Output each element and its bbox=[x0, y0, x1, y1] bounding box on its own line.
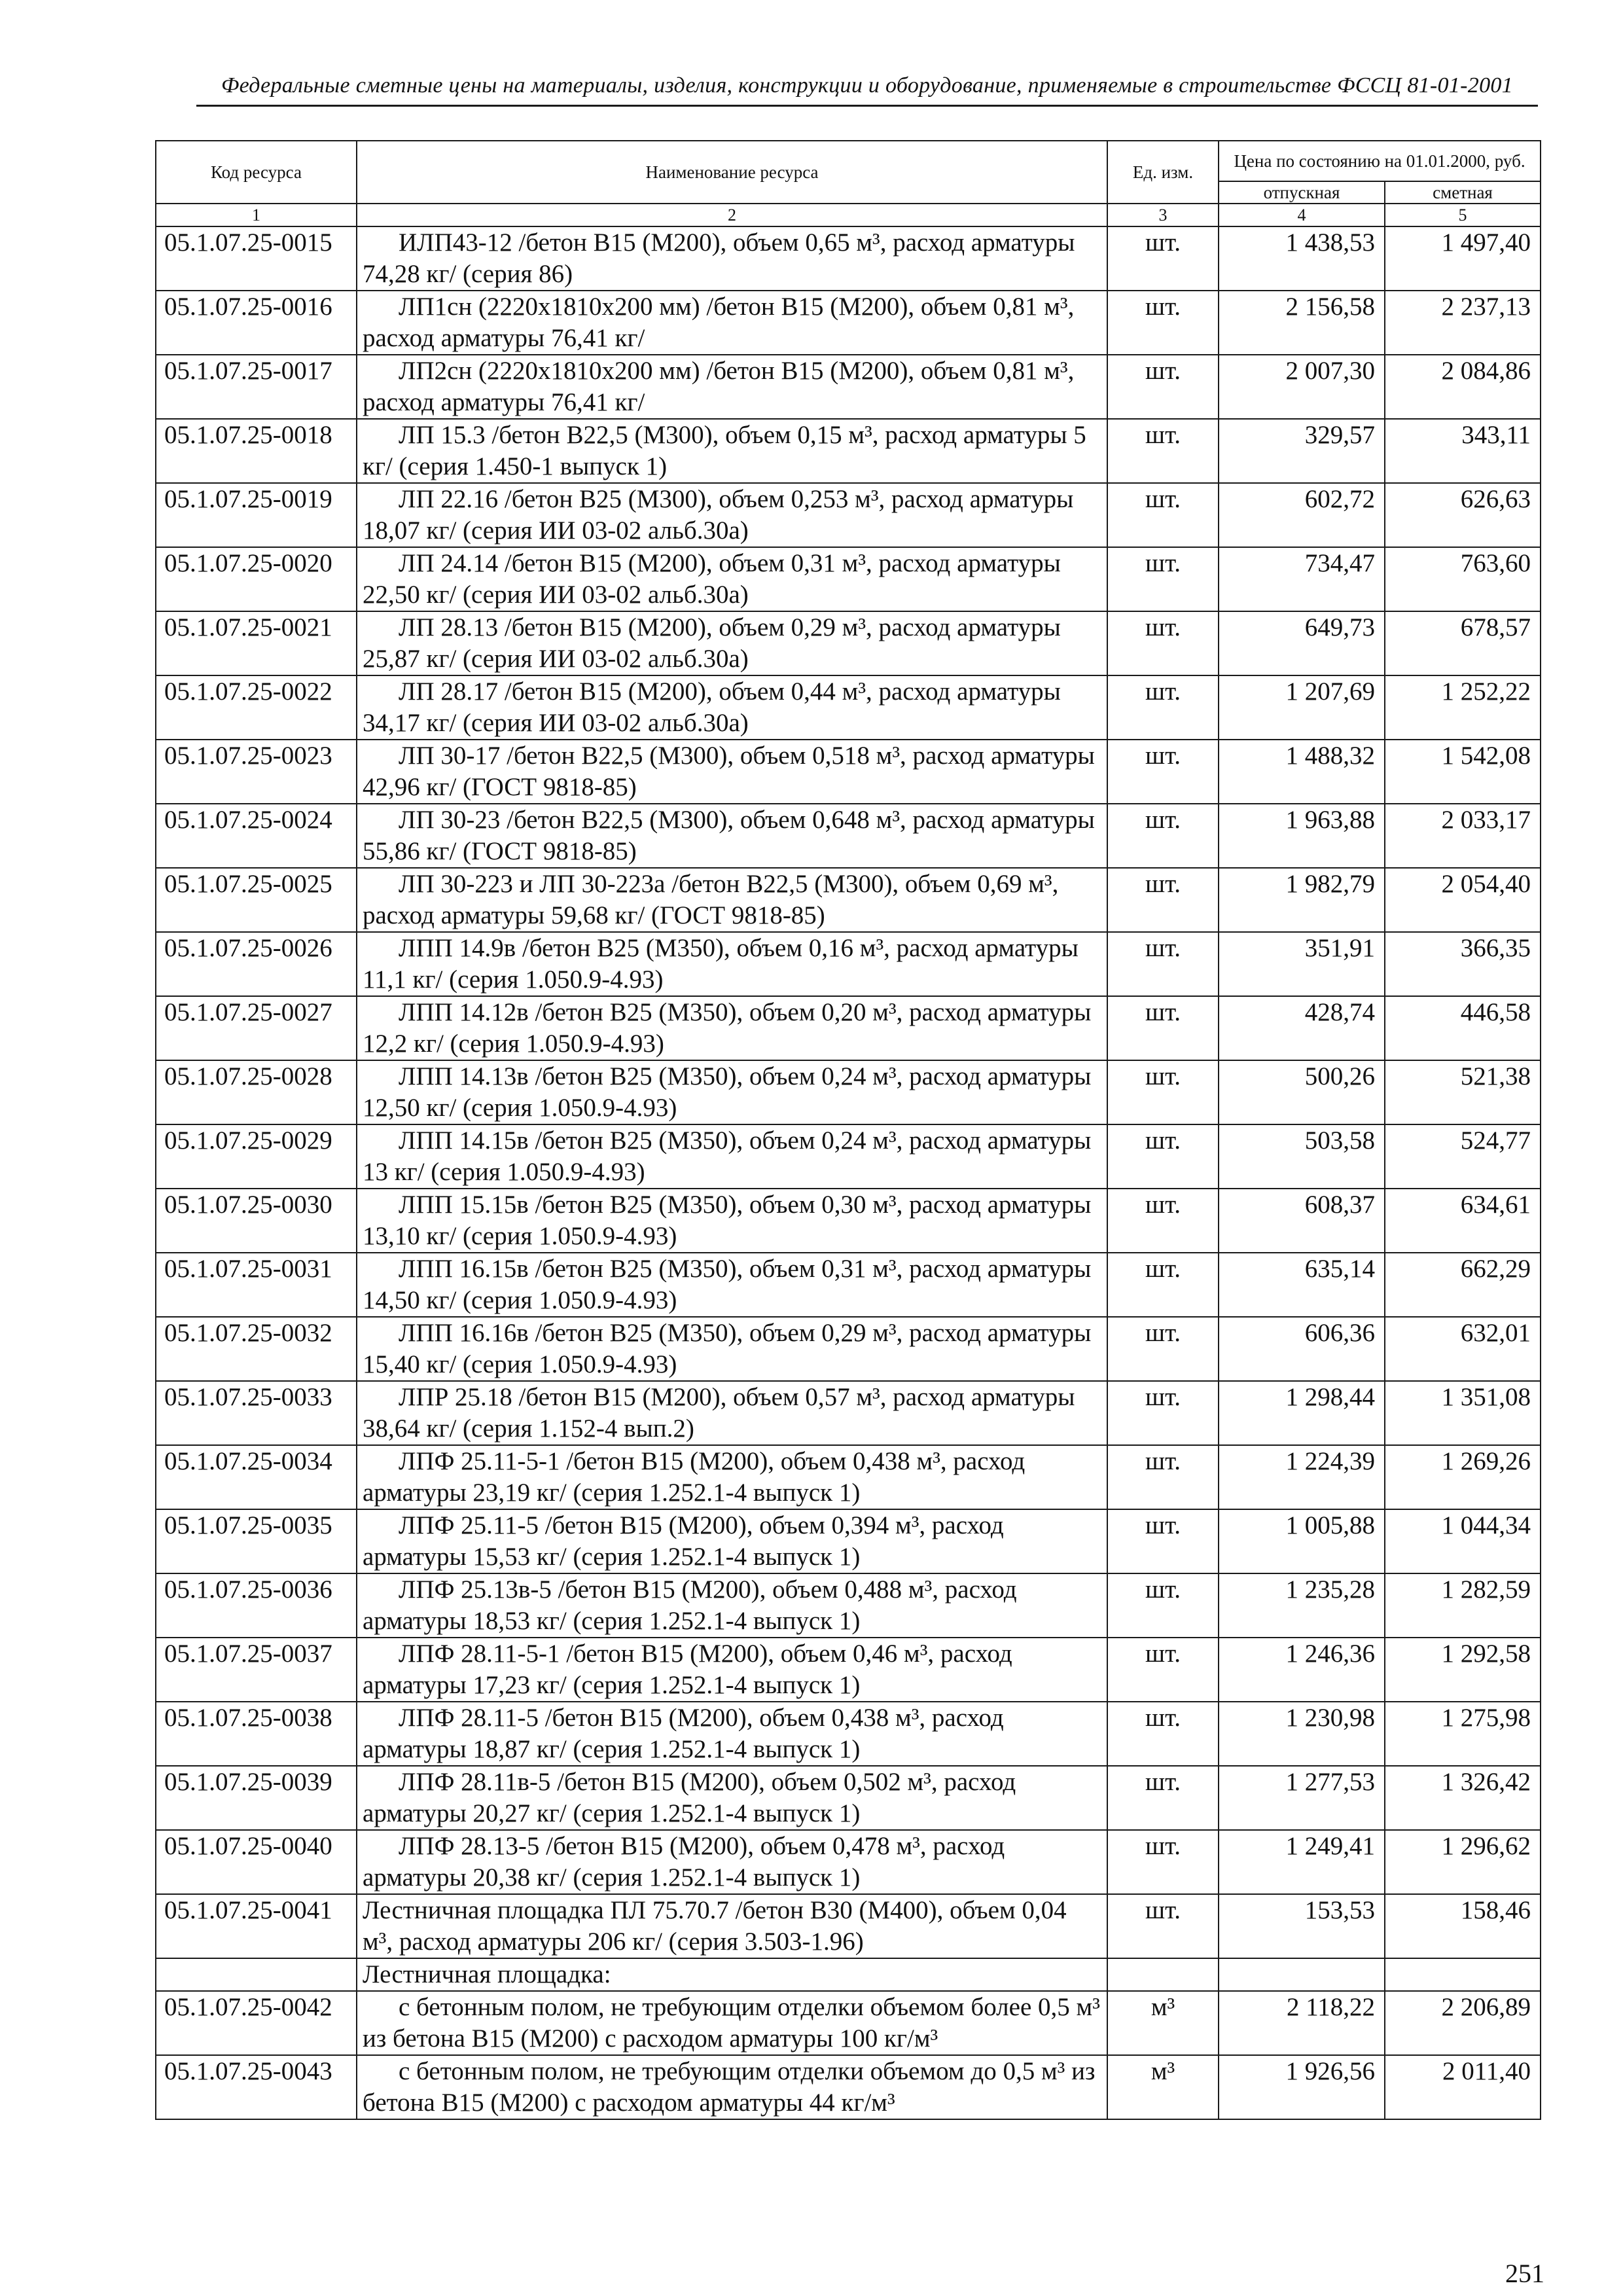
resource-code: 05.1.07.25-0023 bbox=[156, 740, 357, 804]
unit-of-measure bbox=[1107, 1958, 1219, 1991]
release-price: 1 224,39 bbox=[1219, 1445, 1385, 1509]
resource-code: 05.1.07.25-0019 bbox=[156, 483, 357, 547]
estimate-price: 1 282,59 bbox=[1385, 1573, 1541, 1638]
table-row bbox=[156, 1638, 1541, 1702]
estimate-price bbox=[1385, 1958, 1541, 1991]
unit-of-measure: шт. bbox=[1107, 932, 1219, 996]
release-price: 1 230,98 bbox=[1219, 1702, 1385, 1766]
release-price: 734,47 bbox=[1219, 547, 1385, 611]
estimate-price: 1 044,34 bbox=[1385, 1509, 1541, 1573]
estimate-price: 1 326,42 bbox=[1385, 1766, 1541, 1830]
resource-name bbox=[357, 1445, 1107, 1509]
column-number: 1 bbox=[156, 204, 357, 226]
resource-name bbox=[357, 1830, 1107, 1894]
resource-code: 05.1.07.25-0021 bbox=[156, 611, 357, 675]
estimate-price: 2 033,17 bbox=[1385, 804, 1541, 868]
page-number: 251 bbox=[1505, 2259, 1544, 2288]
resource-name bbox=[357, 996, 1107, 1060]
estimate-price: 2 237,13 bbox=[1385, 291, 1541, 355]
table-row bbox=[156, 675, 1541, 740]
unit-of-measure: шт. bbox=[1107, 226, 1219, 291]
unit-of-measure: шт. bbox=[1107, 547, 1219, 611]
resource-name-text: ЛП 30-223 и ЛП 30-223а /бетон В22,5 (М300), объем 0,69 м³, расход арматуры 59,68 кг/ (ГОСТ 9818-85) bbox=[363, 870, 1059, 929]
resource-name bbox=[357, 419, 1107, 483]
table-row bbox=[156, 1702, 1541, 1766]
header-rule bbox=[196, 105, 1538, 107]
unit-of-measure: шт. bbox=[1107, 1509, 1219, 1573]
estimate-price: 634,61 bbox=[1385, 1189, 1541, 1253]
resource-name bbox=[357, 1060, 1107, 1124]
unit-of-measure: м³ bbox=[1107, 2055, 1219, 2119]
resource-name-text: с бетонным полом, не требующим отделки объемом до 0,5 м³ из бетона В15 (М200) с расходом арматуры 44 кг/м³ bbox=[363, 2057, 1096, 2117]
table-row bbox=[156, 1060, 1541, 1124]
unit-of-measure: шт. bbox=[1107, 1317, 1219, 1381]
release-price: 351,91 bbox=[1219, 932, 1385, 996]
column-number: 5 bbox=[1385, 204, 1541, 226]
release-price: 1 235,28 bbox=[1219, 1573, 1385, 1638]
unit-of-measure: шт. bbox=[1107, 1060, 1219, 1124]
unit-of-measure: шт. bbox=[1107, 1124, 1219, 1189]
estimate-price: 1 351,08 bbox=[1385, 1381, 1541, 1445]
table-row bbox=[156, 1317, 1541, 1381]
resource-name-text: ЛП2сн (2220х1810х200 мм) /бетон В15 (М200), объем 0,81 м³, расход арматуры 76,41 кг/ bbox=[363, 357, 1075, 416]
release-price: 1 249,41 bbox=[1219, 1830, 1385, 1894]
estimate-price: 632,01 bbox=[1385, 1317, 1541, 1381]
resource-name-text: ЛП1сн (2220х1810х200 мм) /бетон В15 (М200), объем 0,81 м³, расход арматуры 76,41 кг/ bbox=[363, 293, 1075, 352]
table-row bbox=[156, 1124, 1541, 1189]
column-number: 2 bbox=[357, 204, 1107, 226]
unit-of-measure: шт. bbox=[1107, 1445, 1219, 1509]
table-row bbox=[156, 1445, 1541, 1509]
unit-of-measure: шт. bbox=[1107, 1573, 1219, 1638]
release-price: 1 982,79 bbox=[1219, 868, 1385, 932]
column-header-name: Наименование ресурса bbox=[357, 141, 1107, 204]
table-row bbox=[156, 291, 1541, 355]
resource-name-text: ЛП 15.3 /бетон В22,5 (М300), объем 0,15 м³, расход арматуры 5 кг/ (серия 1.450-1 выпуск 1) bbox=[363, 421, 1086, 480]
resource-name bbox=[357, 291, 1107, 355]
estimate-price: 366,35 bbox=[1385, 932, 1541, 996]
estimate-price: 2 054,40 bbox=[1385, 868, 1541, 932]
release-price: 649,73 bbox=[1219, 611, 1385, 675]
resource-code: 05.1.07.25-0041 bbox=[156, 1894, 357, 1958]
table-row bbox=[156, 483, 1541, 547]
release-price: 428,74 bbox=[1219, 996, 1385, 1060]
unit-of-measure: шт. bbox=[1107, 996, 1219, 1060]
column-header-code: Код ресурса bbox=[156, 141, 357, 204]
estimate-price: 343,11 bbox=[1385, 419, 1541, 483]
resource-name bbox=[357, 1991, 1107, 2055]
table-row bbox=[156, 419, 1541, 483]
resource-name-text: с бетонным полом, не требующим отделки объемом более 0,5 м³ из бетона В15 (М200) с расходом арматуры 100 кг/м³ bbox=[363, 1993, 1100, 2053]
release-price bbox=[1219, 1958, 1385, 1991]
table-row bbox=[156, 932, 1541, 996]
table-row bbox=[156, 996, 1541, 1060]
resource-code: 05.1.07.25-0035 bbox=[156, 1509, 357, 1573]
table-row bbox=[156, 1253, 1541, 1317]
resource-name bbox=[357, 1766, 1107, 1830]
table-row bbox=[156, 355, 1541, 419]
resource-name-text: ИЛП43-12 /бетон В15 (М200), объем 0,65 м³, расход арматуры 74,28 кг/ (серия 86) bbox=[363, 228, 1075, 288]
release-price: 1 298,44 bbox=[1219, 1381, 1385, 1445]
resource-code: 05.1.07.25-0032 bbox=[156, 1317, 357, 1381]
unit-of-measure: шт. bbox=[1107, 1830, 1219, 1894]
resource-code: 05.1.07.25-0016 bbox=[156, 291, 357, 355]
release-price: 1 277,53 bbox=[1219, 1766, 1385, 1830]
resource-code: 05.1.07.25-0029 bbox=[156, 1124, 357, 1189]
estimate-price: 2 084,86 bbox=[1385, 355, 1541, 419]
column-header-release-price: отпускная bbox=[1219, 181, 1385, 204]
resource-name bbox=[357, 804, 1107, 868]
price-table bbox=[155, 140, 1541, 2120]
release-price: 500,26 bbox=[1219, 1060, 1385, 1124]
estimate-price: 678,57 bbox=[1385, 611, 1541, 675]
resource-name bbox=[357, 1958, 1107, 1991]
resource-name-text: Лестничная площадка ПЛ 75.70.7 /бетон В30 (М400), объем 0,04 м³, расход арматуры 206 кг/ (серия 3.503-1.96) bbox=[363, 1896, 1067, 1956]
resource-name bbox=[357, 1189, 1107, 1253]
release-price: 2 156,58 bbox=[1219, 291, 1385, 355]
release-price: 635,14 bbox=[1219, 1253, 1385, 1317]
unit-of-measure: шт. bbox=[1107, 1189, 1219, 1253]
unit-of-measure: шт. bbox=[1107, 1702, 1219, 1766]
resource-code: 05.1.07.25-0028 bbox=[156, 1060, 357, 1124]
resource-code: 05.1.07.25-0031 bbox=[156, 1253, 357, 1317]
resource-code: 05.1.07.25-0034 bbox=[156, 1445, 357, 1509]
resource-name-text: Лестничная площадка: bbox=[363, 1960, 611, 1988]
resource-name-text: ЛПФ 28.13-5 /бетон В15 (М200), объем 0,478 м³, расход арматуры 20,38 кг/ (серия 1.252.1-4 выпуск 1) bbox=[363, 1832, 1005, 1892]
table-header bbox=[156, 141, 1541, 226]
unit-of-measure: шт. bbox=[1107, 1638, 1219, 1702]
table-row bbox=[156, 1958, 1541, 1991]
resource-name bbox=[357, 611, 1107, 675]
resource-name bbox=[357, 1124, 1107, 1189]
resource-name-text: ЛПП 14.12в /бетон В25 (М350), объем 0,20 м³, расход арматуры 12,2 кг/ (серия 1.050.9-4.93) bbox=[363, 998, 1092, 1058]
unit-of-measure: шт. bbox=[1107, 1766, 1219, 1830]
table-row bbox=[156, 1509, 1541, 1573]
estimate-price: 1 275,98 bbox=[1385, 1702, 1541, 1766]
resource-code: 05.1.07.25-0025 bbox=[156, 868, 357, 932]
resource-name-text: ЛПФ 25.11-5-1 /бетон В15 (М200), объем 0,438 м³, расход арматуры 23,19 кг/ (серия 1.252.1-4 выпуск 1) bbox=[363, 1447, 1026, 1507]
estimate-price: 1 292,58 bbox=[1385, 1638, 1541, 1702]
table-row bbox=[156, 868, 1541, 932]
resource-name bbox=[357, 1573, 1107, 1638]
resource-name-text: ЛП 28.13 /бетон В15 (М200), объем 0,29 м³, расход арматуры 25,87 кг/ (серия ИИ 03-02 альб.30а) bbox=[363, 613, 1061, 673]
unit-of-measure: шт. bbox=[1107, 483, 1219, 547]
table-row bbox=[156, 1573, 1541, 1638]
resource-name bbox=[357, 932, 1107, 996]
release-price: 1 926,56 bbox=[1219, 2055, 1385, 2119]
estimate-price: 524,77 bbox=[1385, 1124, 1541, 1189]
table-row bbox=[156, 611, 1541, 675]
resource-code: 05.1.07.25-0024 bbox=[156, 804, 357, 868]
release-price: 329,57 bbox=[1219, 419, 1385, 483]
release-price: 602,72 bbox=[1219, 483, 1385, 547]
resource-name-text: ЛП 30-17 /бетон В22,5 (М300), объем 0,518 м³, расход арматуры 42,96 кг/ (ГОСТ 9818-85) bbox=[363, 742, 1095, 801]
resource-code: 05.1.07.25-0042 bbox=[156, 1991, 357, 2055]
resource-code: 05.1.07.25-0017 bbox=[156, 355, 357, 419]
unit-of-measure: шт. bbox=[1107, 419, 1219, 483]
table-row bbox=[156, 1381, 1541, 1445]
resource-code: 05.1.07.25-0040 bbox=[156, 1830, 357, 1894]
resource-code: 05.1.07.25-0020 bbox=[156, 547, 357, 611]
release-price: 1 246,36 bbox=[1219, 1638, 1385, 1702]
column-number: 3 bbox=[1107, 204, 1219, 226]
resource-code: 05.1.07.25-0039 bbox=[156, 1766, 357, 1830]
resource-name bbox=[357, 355, 1107, 419]
table-row bbox=[156, 226, 1541, 291]
estimate-price: 1 252,22 bbox=[1385, 675, 1541, 740]
resource-code: 05.1.07.25-0037 bbox=[156, 1638, 357, 1702]
resource-name-text: ЛПП 15.15в /бетон В25 (М350), объем 0,30 м³, расход арматуры 13,10 кг/ (серия 1.050.9-4.93) bbox=[363, 1191, 1092, 1250]
resource-name-text: ЛП 28.17 /бетон В15 (М200), объем 0,44 м³, расход арматуры 34,17 кг/ (серия ИИ 03-02 альб.30а) bbox=[363, 677, 1061, 737]
resource-name-text: ЛПФ 28.11-5 /бетон В15 (М200), объем 0,438 м³, расход арматуры 18,87 кг/ (серия 1.252.1-4 выпуск 1) bbox=[363, 1704, 1004, 1763]
table-row bbox=[156, 1189, 1541, 1253]
resource-name-text: ЛП 24.14 /бетон В15 (М200), объем 0,31 м³, расход арматуры 22,50 кг/ (серия ИИ 03-02 альб.30а) bbox=[363, 549, 1061, 609]
resource-name-text: ЛПФ 25.11-5 /бетон В15 (М200), объем 0,394 м³, расход арматуры 15,53 кг/ (серия 1.252.1-4 выпуск 1) bbox=[363, 1511, 1004, 1571]
resource-name-text: ЛПФ 25.13в-5 /бетон В15 (М200), объем 0,488 м³, расход арматуры 18,53 кг/ (серия 1.252.1-4 выпуск 1) bbox=[363, 1575, 1017, 1635]
resource-name-text: ЛПП 14.13в /бетон В25 (М350), объем 0,24 м³, расход арматуры 12,50 кг/ (серия 1.050.9-4.93) bbox=[363, 1062, 1092, 1122]
table-row bbox=[156, 1766, 1541, 1830]
table-row bbox=[156, 1894, 1541, 1958]
resource-name bbox=[357, 483, 1107, 547]
release-price: 1 963,88 bbox=[1219, 804, 1385, 868]
resource-name-text: ЛПП 14.15в /бетон В25 (М350), объем 0,24 м³, расход арматуры 13 кг/ (серия 1.050.9-4.93) bbox=[363, 1126, 1092, 1186]
unit-of-measure: м³ bbox=[1107, 1991, 1219, 2055]
resource-name bbox=[357, 675, 1107, 740]
column-number: 4 bbox=[1219, 204, 1385, 226]
estimate-price: 1 296,62 bbox=[1385, 1830, 1541, 1894]
table-row bbox=[156, 547, 1541, 611]
table-row bbox=[156, 740, 1541, 804]
resource-name-text: ЛПФ 28.11-5-1 /бетон В15 (М200), объем 0,46 м³, расход арматуры 17,23 кг/ (серия 1.252.1-4 выпуск 1) bbox=[363, 1640, 1012, 1699]
estimate-price: 662,29 bbox=[1385, 1253, 1541, 1317]
resource-name bbox=[357, 1381, 1107, 1445]
release-price: 1 488,32 bbox=[1219, 740, 1385, 804]
resource-name-text: ЛП 30-23 /бетон В22,5 (М300), объем 0,648 м³, расход арматуры 55,86 кг/ (ГОСТ 9818-85) bbox=[363, 806, 1095, 865]
table-row bbox=[156, 2055, 1541, 2119]
unit-of-measure: шт. bbox=[1107, 868, 1219, 932]
resource-name bbox=[357, 1509, 1107, 1573]
resource-name-text: ЛПП 14.9в /бетон В25 (М350), объем 0,16 м³, расход арматуры 11,1 кг/ (серия 1.050.9-4.93) bbox=[363, 934, 1079, 994]
resource-code: 05.1.07.25-0043 bbox=[156, 2055, 357, 2119]
column-header-estimate-price: сметная bbox=[1385, 181, 1541, 204]
resource-code: 05.1.07.25-0022 bbox=[156, 675, 357, 740]
resource-name bbox=[357, 2055, 1107, 2119]
resource-name bbox=[357, 547, 1107, 611]
resource-name-text: ЛПР 25.18 /бетон В15 (М200), объем 0,57 м³, расход арматуры 38,64 кг/ (серия 1.152-4 вып.2) bbox=[363, 1383, 1075, 1443]
resource-name-text: ЛПФ 28.11в-5 /бетон В15 (М200), объем 0,502 м³, расход арматуры 20,27 кг/ (серия 1.252.1-4 выпуск 1) bbox=[363, 1768, 1016, 1827]
estimate-price: 158,46 bbox=[1385, 1894, 1541, 1958]
estimate-price: 1 542,08 bbox=[1385, 740, 1541, 804]
table-row bbox=[156, 1830, 1541, 1894]
release-price: 1 005,88 bbox=[1219, 1509, 1385, 1573]
resource-code: 05.1.07.25-0015 bbox=[156, 226, 357, 291]
release-price: 1 207,69 bbox=[1219, 675, 1385, 740]
table-row bbox=[156, 804, 1541, 868]
resource-code: 05.1.07.25-0038 bbox=[156, 1702, 357, 1766]
estimate-price: 1 497,40 bbox=[1385, 226, 1541, 291]
release-price: 608,37 bbox=[1219, 1189, 1385, 1253]
resource-name-text: ЛПП 16.15в /бетон В25 (М350), объем 0,31 м³, расход арматуры 14,50 кг/ (серия 1.050.9-4.93) bbox=[363, 1255, 1092, 1314]
column-header-unit: Ед. изм. bbox=[1107, 141, 1219, 204]
resource-code: 05.1.07.25-0027 bbox=[156, 996, 357, 1060]
release-price: 2 118,22 bbox=[1219, 1991, 1385, 2055]
resource-name-text: ЛПП 16.16в /бетон В25 (М350), объем 0,29 м³, расход арматуры 15,40 кг/ (серия 1.050.9-4.93) bbox=[363, 1319, 1092, 1378]
release-price: 153,53 bbox=[1219, 1894, 1385, 1958]
resource-name bbox=[357, 1894, 1107, 1958]
resource-name bbox=[357, 1317, 1107, 1381]
release-price: 606,36 bbox=[1219, 1317, 1385, 1381]
unit-of-measure: шт. bbox=[1107, 1253, 1219, 1317]
resource-name bbox=[357, 1702, 1107, 1766]
resource-code: 05.1.07.25-0036 bbox=[156, 1573, 357, 1638]
resource-code: 05.1.07.25-0033 bbox=[156, 1381, 357, 1445]
estimate-price: 626,63 bbox=[1385, 483, 1541, 547]
resource-name bbox=[357, 1638, 1107, 1702]
running-header: Федеральные сметные цены на материалы, изделия, конструкции и оборудование, применяемые в строительстве ФССЦ 81-01-2001 bbox=[221, 73, 1513, 98]
resource-code: 05.1.07.25-0018 bbox=[156, 419, 357, 483]
resource-name bbox=[357, 740, 1107, 804]
unit-of-measure: шт. bbox=[1107, 611, 1219, 675]
resource-code: 05.1.07.25-0026 bbox=[156, 932, 357, 996]
table-body bbox=[156, 226, 1541, 2119]
estimate-price: 763,60 bbox=[1385, 547, 1541, 611]
resource-name bbox=[357, 226, 1107, 291]
unit-of-measure: шт. bbox=[1107, 675, 1219, 740]
unit-of-measure: шт. bbox=[1107, 1894, 1219, 1958]
unit-of-measure: шт. bbox=[1107, 355, 1219, 419]
estimate-price: 521,38 bbox=[1385, 1060, 1541, 1124]
column-header-price-group: Цена по состоянию на 01.01.2000, руб. bbox=[1219, 141, 1541, 181]
estimate-price: 2 206,89 bbox=[1385, 1991, 1541, 2055]
unit-of-measure: шт. bbox=[1107, 1381, 1219, 1445]
release-price: 1 438,53 bbox=[1219, 226, 1385, 291]
unit-of-measure: шт. bbox=[1107, 291, 1219, 355]
unit-of-measure: шт. bbox=[1107, 740, 1219, 804]
release-price: 503,58 bbox=[1219, 1124, 1385, 1189]
resource-name bbox=[357, 868, 1107, 932]
resource-code bbox=[156, 1958, 357, 1991]
release-price: 2 007,30 bbox=[1219, 355, 1385, 419]
resource-code: 05.1.07.25-0030 bbox=[156, 1189, 357, 1253]
resource-name-text: ЛП 22.16 /бетон В25 (М300), объем 0,253 м³, расход арматуры 18,07 кг/ (серия ИИ 03-02 альб.30а) bbox=[363, 485, 1074, 545]
table-row bbox=[156, 1991, 1541, 2055]
estimate-price: 446,58 bbox=[1385, 996, 1541, 1060]
estimate-price: 1 269,26 bbox=[1385, 1445, 1541, 1509]
resource-name bbox=[357, 1253, 1107, 1317]
unit-of-measure: шт. bbox=[1107, 804, 1219, 868]
estimate-price: 2 011,40 bbox=[1385, 2055, 1541, 2119]
